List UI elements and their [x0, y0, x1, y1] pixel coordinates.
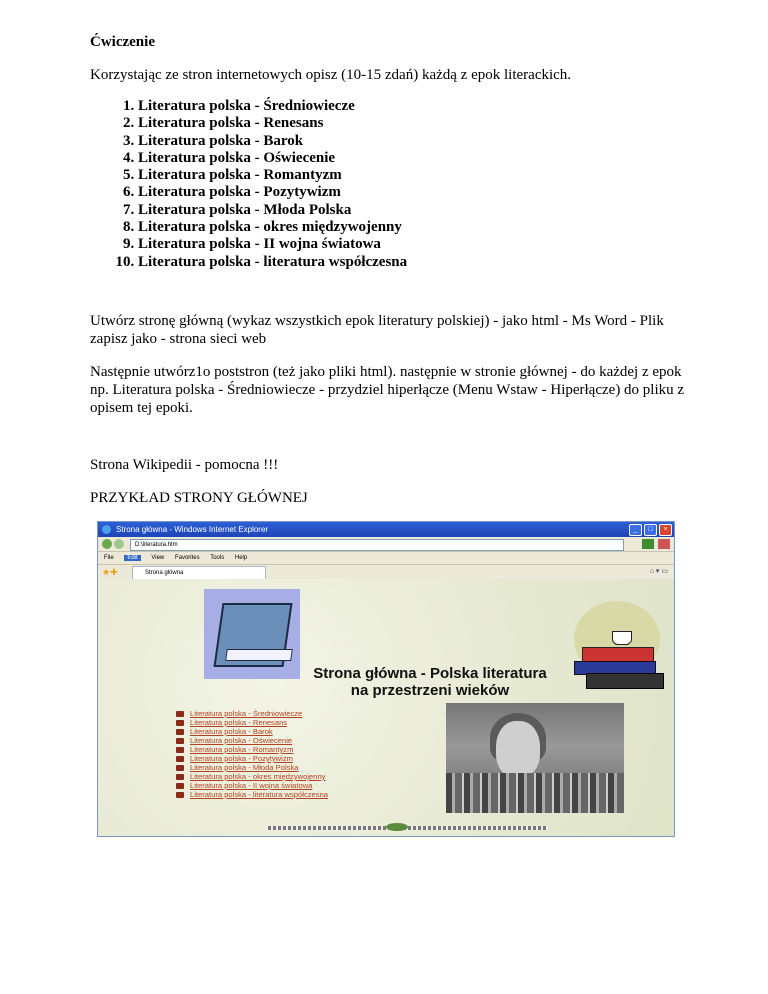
epoch-link[interactable]: Literatura polska - II wojna światowa	[176, 781, 328, 790]
instruction-paragraph-2: Następnie utwórz1o poststron (też jako pliki html). następnie w stronie głównej - do każdej z epok np. Literatura polska - Średniowiecze - przydziel hiperłącze (Menu Wstaw - Hiperłącze) do pliku z opisem tej epoki.	[90, 364, 685, 416]
epoch-link[interactable]: Literatura polska - literatura współczesna	[176, 790, 328, 799]
book-bullet-icon	[176, 747, 184, 753]
doc-intro: Korzystając ze stron internetowych opisz (10-15 zdań) każdą z epok literackich.	[90, 67, 572, 83]
book-bullet-icon	[176, 711, 184, 717]
epoch-item: 2. Literatura polska - Renesans	[138, 115, 407, 132]
epoch-list	[90, 98, 407, 271]
epoch-item: 6. Literatura polska - Pozytywizm	[138, 184, 407, 201]
epoch-link[interactable]: Literatura polska - Średniowiecze	[176, 709, 328, 718]
epoch-link-list	[176, 709, 328, 799]
book-bullet-icon	[176, 756, 184, 762]
forward-icon[interactable]	[114, 539, 124, 549]
ie-logo-icon	[102, 525, 111, 534]
epoch-item: 8. Literatura polska - okres międzywojenny	[138, 219, 407, 236]
web-page-heading-line2: na przestrzeni wieków	[350, 682, 510, 699]
doc-title: Ćwiczenie	[90, 34, 155, 50]
book-bullet-icon	[176, 765, 184, 771]
menu-edit[interactable]: Edit	[124, 555, 140, 561]
menu-tools[interactable]: Tools	[210, 555, 225, 561]
menu-file[interactable]: File	[104, 555, 114, 561]
epoch-link[interactable]: Literatura polska - okres międzywojenny	[176, 772, 328, 781]
epoch-item: 4. Literatura polska - Oświecenie	[138, 150, 407, 167]
reading-girl-photo	[446, 703, 624, 813]
wikipedia-note: Strona Wikipedii - pomocna !!!	[90, 457, 279, 473]
book-clipart	[204, 589, 300, 679]
epoch-link[interactable]: Literatura polska - Oświecenie	[176, 736, 328, 745]
address-bar	[98, 537, 674, 552]
menu-favorites[interactable]: Favorites	[174, 555, 200, 561]
epoch-link[interactable]: Literatura polska - Romantyzm	[176, 745, 328, 754]
epoch-link[interactable]: Literatura polska - Pozytywizm	[176, 754, 328, 763]
epoch-item: 1. Literatura polska - Średniowiecze	[138, 98, 407, 115]
example-heading: PRZYKŁAD STRONY GŁÓWNEJ	[90, 490, 308, 506]
go-icon[interactable]	[642, 539, 654, 549]
menu-help[interactable]: Help	[234, 555, 248, 561]
book-bullet-icon	[176, 720, 184, 726]
epoch-item: 9. Literatura polska - II wojna światowa	[138, 236, 407, 253]
epoch-item: 5. Literatura polska - Romantyzm	[138, 167, 407, 184]
book-bullet-icon	[176, 783, 184, 789]
epoch-item: 3. Literatura polska - Barok	[138, 133, 407, 150]
close-icon[interactable]: ×	[659, 524, 672, 536]
instruction-paragraph-1: Utwórz stronę główną (wykaz wszystkich epok literatury polskiej) - jako html - Ms Word - Plik zapisz jako - strona sieci web	[90, 313, 664, 347]
address-input[interactable]: D:\literatura.htm	[130, 539, 624, 551]
browser-window-title: Strona główna - Windows Internet Explorer	[116, 525, 269, 534]
menu-view[interactable]: View	[151, 555, 165, 561]
back-icon[interactable]	[102, 539, 112, 549]
book-stack-clipart	[566, 595, 664, 695]
maximize-icon[interactable]: □	[644, 524, 657, 536]
book-bullet-icon	[176, 729, 184, 735]
epoch-item: 10. Literatura polska - literatura współczesna	[138, 254, 407, 271]
menu-bar	[98, 552, 674, 565]
epoch-link[interactable]: Literatura polska - Młoda Polska	[176, 763, 328, 772]
book-bullet-icon	[176, 774, 184, 780]
web-page-heading	[290, 665, 570, 699]
book-bullet-icon	[176, 738, 184, 744]
stop-icon[interactable]	[658, 539, 670, 549]
browser-title-bar	[98, 522, 674, 537]
browser-screenshot	[97, 521, 675, 837]
browser-tab[interactable]: Strona główna	[132, 566, 266, 580]
epoch-item: 7. Literatura polska - Młoda Polska	[138, 202, 407, 219]
home-icon[interactable]: ⌂ ▾ ▭	[649, 568, 668, 575]
footer-decoration	[268, 826, 548, 830]
epoch-link[interactable]: Literatura polska - Barok	[176, 727, 328, 736]
epoch-link[interactable]: Literatura polska - Renesans	[176, 718, 328, 727]
favorites-star-icon[interactable]: ★✚	[102, 567, 118, 577]
minimize-icon[interactable]: _	[629, 524, 642, 536]
web-page-heading-line1: Strona główna - Polska literatura	[313, 665, 547, 682]
tab-bar	[98, 565, 674, 580]
book-bullet-icon	[176, 792, 184, 798]
web-page-content	[98, 579, 674, 836]
